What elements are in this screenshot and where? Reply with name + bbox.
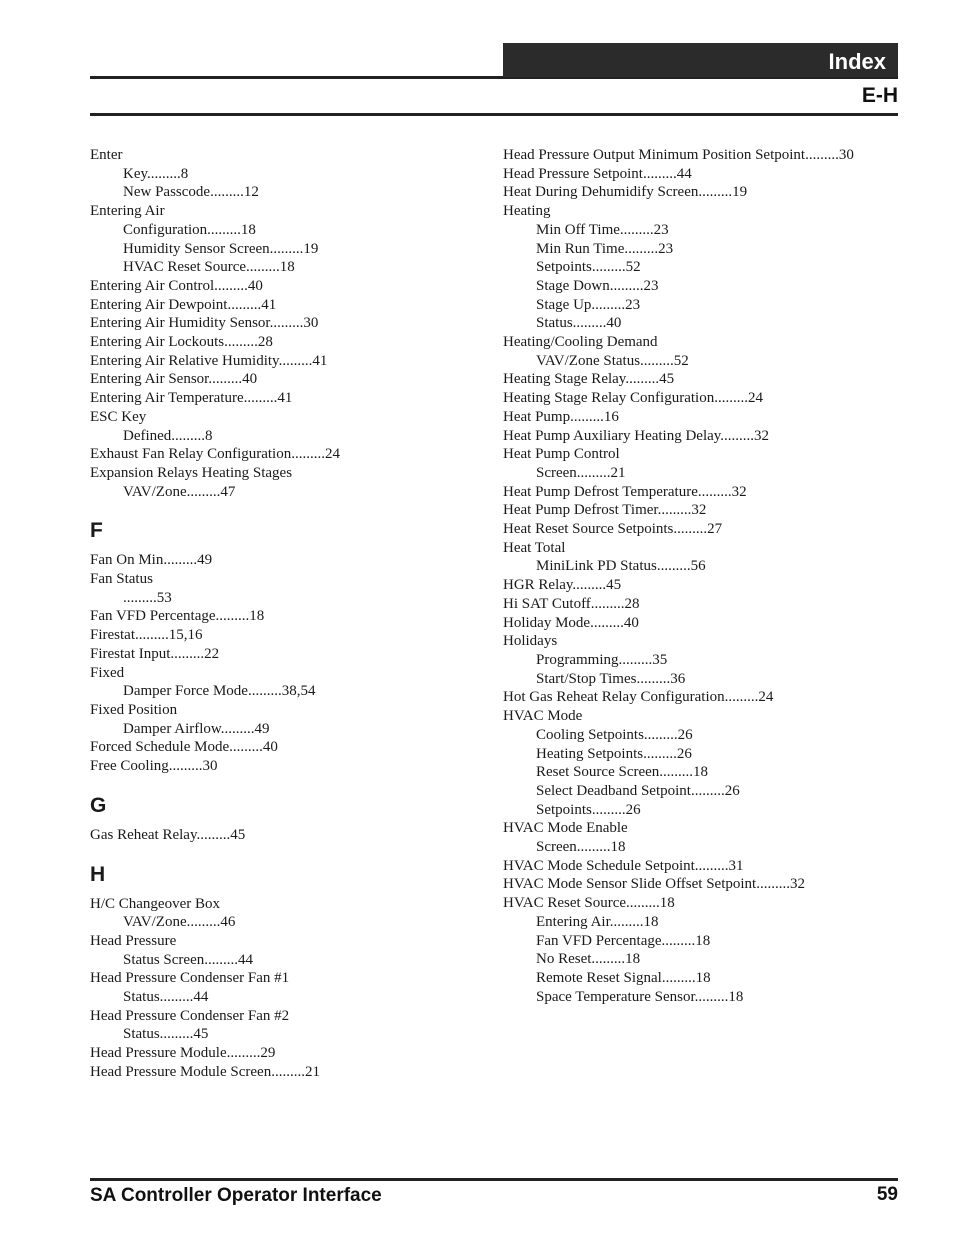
index-subentry: Remote Reset Signal.........18 <box>536 969 711 986</box>
index-entry: ESC Key <box>90 408 147 425</box>
index-title: Index <box>828 49 886 74</box>
index-title-bar <box>503 43 898 77</box>
index-entry: Free Cooling.........30 <box>90 758 218 775</box>
index-range: E-H <box>861 84 898 107</box>
index-entry: Head Pressure Condenser Fan #2 <box>90 1007 290 1024</box>
index-entry: Heating/Cooling Demand <box>503 334 658 351</box>
index-subentry: Stage Down.........23 <box>536 277 659 294</box>
index-subentry: .........53 <box>123 589 172 606</box>
index-entry: Heat During Dehumidify Screen.........19 <box>503 184 748 201</box>
index-subentry: VAV/Zone.........46 <box>123 914 236 931</box>
index-entry: Heat Pump Control <box>503 446 620 463</box>
index-entry: Head Pressure Condenser Fan #1 <box>90 970 290 987</box>
index-column-right <box>503 146 898 1006</box>
index-subentry: Status.........40 <box>536 315 622 332</box>
index-entry: Hot Gas Reheat Relay Configuration.........24 <box>503 689 774 706</box>
index-entry: Heating Stage Relay.........45 <box>503 371 675 388</box>
index-subentry: Humidity Sensor Screen.........19 <box>123 240 319 257</box>
index-entry: Heat Pump Defrost Timer.........32 <box>503 502 707 519</box>
index-entry: Head Pressure Module Screen.........21 <box>90 1063 320 1080</box>
index-entry: Entering Air Relative Humidity.........41 <box>90 352 328 369</box>
index-entry: Fixed <box>90 664 125 681</box>
index-subentry: Status.........44 <box>123 989 209 1006</box>
index-entry: HVAC Reset Source.........18 <box>503 895 675 912</box>
index-subentry: Status Screen.........44 <box>123 951 253 968</box>
index-subentry: Cooling Setpoints.........26 <box>536 726 693 743</box>
footer-doc-title: SA Controller Operator Interface <box>90 1185 382 1206</box>
index-entry: Forced Schedule Mode.........40 <box>90 739 278 756</box>
index-subentry: Status.........45 <box>123 1026 209 1043</box>
index-subentry: MiniLink PD Status.........56 <box>536 558 706 575</box>
index-subentry: Space Temperature Sensor.........18 <box>536 988 744 1005</box>
index-entry: Heat Pump.........16 <box>503 408 619 425</box>
footer-rule <box>90 1178 898 1181</box>
index-entry: Fan On Min.........49 <box>90 552 213 569</box>
index-entry: Heating <box>503 203 551 220</box>
index-entry: Expansion Relays Heating Stages <box>90 464 293 481</box>
index-entry: Heat Reset Source Setpoints.........27 <box>503 521 723 538</box>
index-subentry: Setpoints.........52 <box>536 259 641 276</box>
index-entry: Entering Air <box>90 203 165 220</box>
index-subentry: Programming.........35 <box>536 651 668 668</box>
index-entry: Heat Pump Defrost Temperature.........32 <box>503 483 747 500</box>
index-subentry: Heating Setpoints.........26 <box>536 745 692 762</box>
index-entry: Firestat Input.........22 <box>90 645 220 662</box>
index-entry: Exhaust Fan Relay Configuration.........24 <box>90 446 340 463</box>
index-subentry: Entering Air.........18 <box>536 913 659 930</box>
index-subentry: Defined.........8 <box>123 427 213 444</box>
index-subentry: Damper Force Mode.........38,54 <box>123 683 316 700</box>
index-entry: Entering Air Sensor.........40 <box>90 371 258 388</box>
index-subentry: New Passcode.........12 <box>123 184 259 201</box>
index-subentry: Min Off Time.........23 <box>536 221 669 238</box>
index-subentry: Setpoints.........26 <box>536 801 641 818</box>
index-entry: HGR Relay.........45 <box>503 577 622 594</box>
index-entry: Entering Air Control.........40 <box>90 277 263 294</box>
index-subentry: HVAC Reset Source.........18 <box>123 259 295 276</box>
index-subentry: Select Deadband Setpoint.........26 <box>536 782 740 799</box>
index-subentry: Damper Airflow.........49 <box>123 720 270 737</box>
index-subentry: VAV/Zone Status.........52 <box>536 352 689 369</box>
index-entry: Gas Reheat Relay.........45 <box>90 826 246 843</box>
index-entry: Head Pressure <box>90 932 177 949</box>
index-entry: Entering Air Humidity Sensor.........30 <box>90 315 319 332</box>
index-entry: Heating Stage Relay Configuration.........24 <box>503 390 763 407</box>
index-entry: Firestat.........15,16 <box>90 627 203 644</box>
index-entry: Entering Air Dewpoint.........41 <box>90 296 277 313</box>
index-column-left <box>90 146 480 1082</box>
index-entry: Holidays <box>503 633 558 650</box>
index-entry: Entering Air Lockouts.........28 <box>90 334 273 351</box>
index-subentry: Min Run Time.........23 <box>536 240 674 257</box>
index-subentry: VAV/Zone.........47 <box>123 483 236 500</box>
index-subentry: Start/Stop Times.........36 <box>536 670 686 687</box>
section-letter: H <box>90 862 106 886</box>
index-subentry: Reset Source Screen.........18 <box>536 764 709 781</box>
index-subentry: Screen.........18 <box>536 839 626 856</box>
index-entry: Head Pressure Module.........29 <box>90 1045 276 1062</box>
index-entry: Fan Status <box>90 571 153 588</box>
section-letter: F <box>90 519 103 543</box>
index-entry: Hi SAT Cutoff.........28 <box>503 595 640 612</box>
index-subentry: Configuration.........18 <box>123 221 256 238</box>
index-entry: HVAC Mode Sensor Slide Offset Setpoint.........32 <box>503 876 805 893</box>
index-entry: HVAC Mode <box>503 708 583 725</box>
index-subentry: No Reset.........18 <box>536 951 641 968</box>
index-entry: Entering Air Temperature.........41 <box>90 390 293 407</box>
index-entry: HVAC Mode Enable <box>503 820 628 837</box>
index-subentry: Key.........8 <box>123 165 189 182</box>
index-entry: Heat Pump Auxiliary Heating Delay.........32 <box>503 427 770 444</box>
index-subentry: Stage Up.........23 <box>536 296 641 313</box>
index-entry: HVAC Mode Schedule Setpoint.........31 <box>503 857 744 874</box>
index-entry: H/C Changeover Box <box>90 895 220 912</box>
index-entry: Heat Total <box>503 539 566 556</box>
index-entry: Head Pressure Output Minimum Position Setpoint.........30 <box>503 147 854 163</box>
index-subentry: Fan VFD Percentage.........18 <box>536 932 711 949</box>
section-letter: G <box>90 793 107 817</box>
index-entry: Enter <box>90 147 123 163</box>
subheader-rule <box>90 113 898 116</box>
index-entry: Fixed Position <box>90 701 178 718</box>
index-entry: Holiday Mode.........40 <box>503 614 639 631</box>
index-entry: Head Pressure Setpoint.........44 <box>503 165 692 182</box>
index-entry: Fan VFD Percentage.........18 <box>90 608 265 625</box>
page-number: 59 <box>876 1184 898 1205</box>
index-subentry: Screen.........21 <box>536 464 626 481</box>
